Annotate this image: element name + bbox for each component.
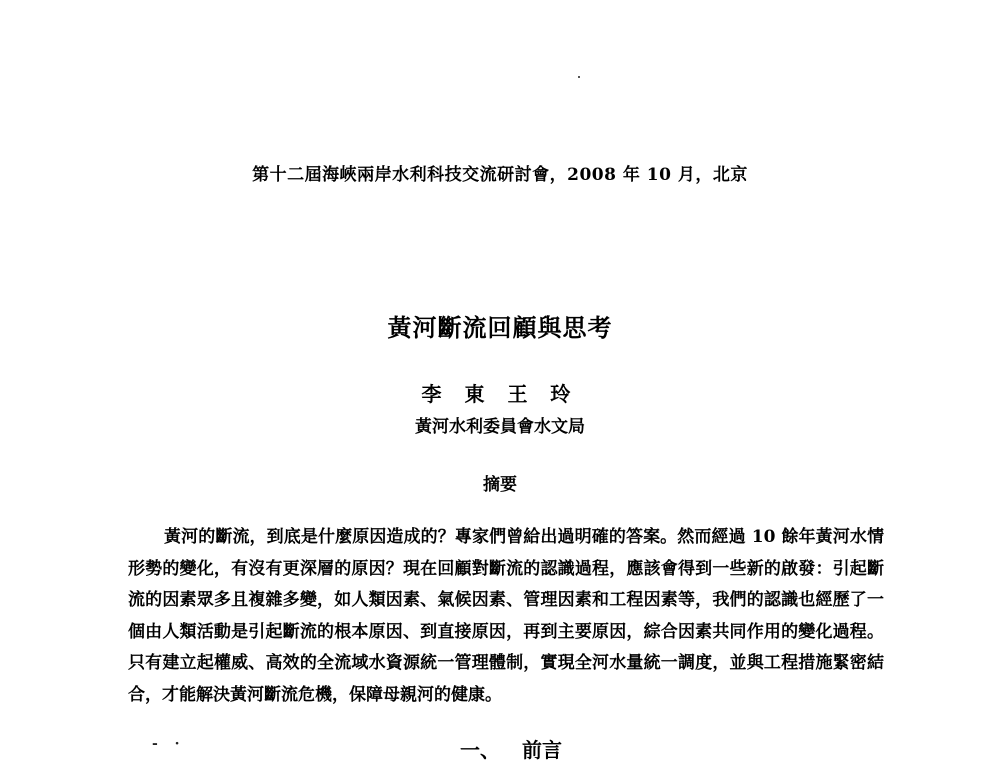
scan-dot (578, 76, 580, 78)
section-title: 前言 (522, 738, 562, 762)
abstract-body: 黃河的斷流，到底是什麼原因造成的？專家們曾給出過明確的答案。然而經過 10 餘年黃河水情形勢的變化，有沒有更深層的原因？現在回顧對斷流的認識過程，應該會得到一些新的啟發：引起斷流的因素眾多且複雜多變，如人類因素、氣候因素、管理因素和工程因素等，我們的認識也經歷了一個由人類活動是引起斷流的根本原因、到直接原因，再到主要原因，綜合因素共同作用的變化過程。只有建立起權威、高效的全流域水資源統一管理體制，實現全河水量統一調度，並與工程措施緊密結合，才能解決黃河斷流危機，保障母親河的健康。 (128, 527, 884, 705)
scan-marks: - · (152, 736, 186, 752)
conference-header: 第十二屆海峽兩岸水利科技交流研討會，2008 年 10 月，北京 (252, 165, 748, 185)
section-heading (460, 734, 562, 763)
paper-authors: 李 東 王 玲 (421, 382, 579, 406)
paper-affiliation: 黃河水利委員會水文局 (415, 417, 585, 437)
paper-title: 黃河斷流回顧與思考 (387, 313, 613, 342)
section-number: 一、 (460, 738, 500, 762)
abstract-heading: 摘要 (483, 475, 517, 495)
